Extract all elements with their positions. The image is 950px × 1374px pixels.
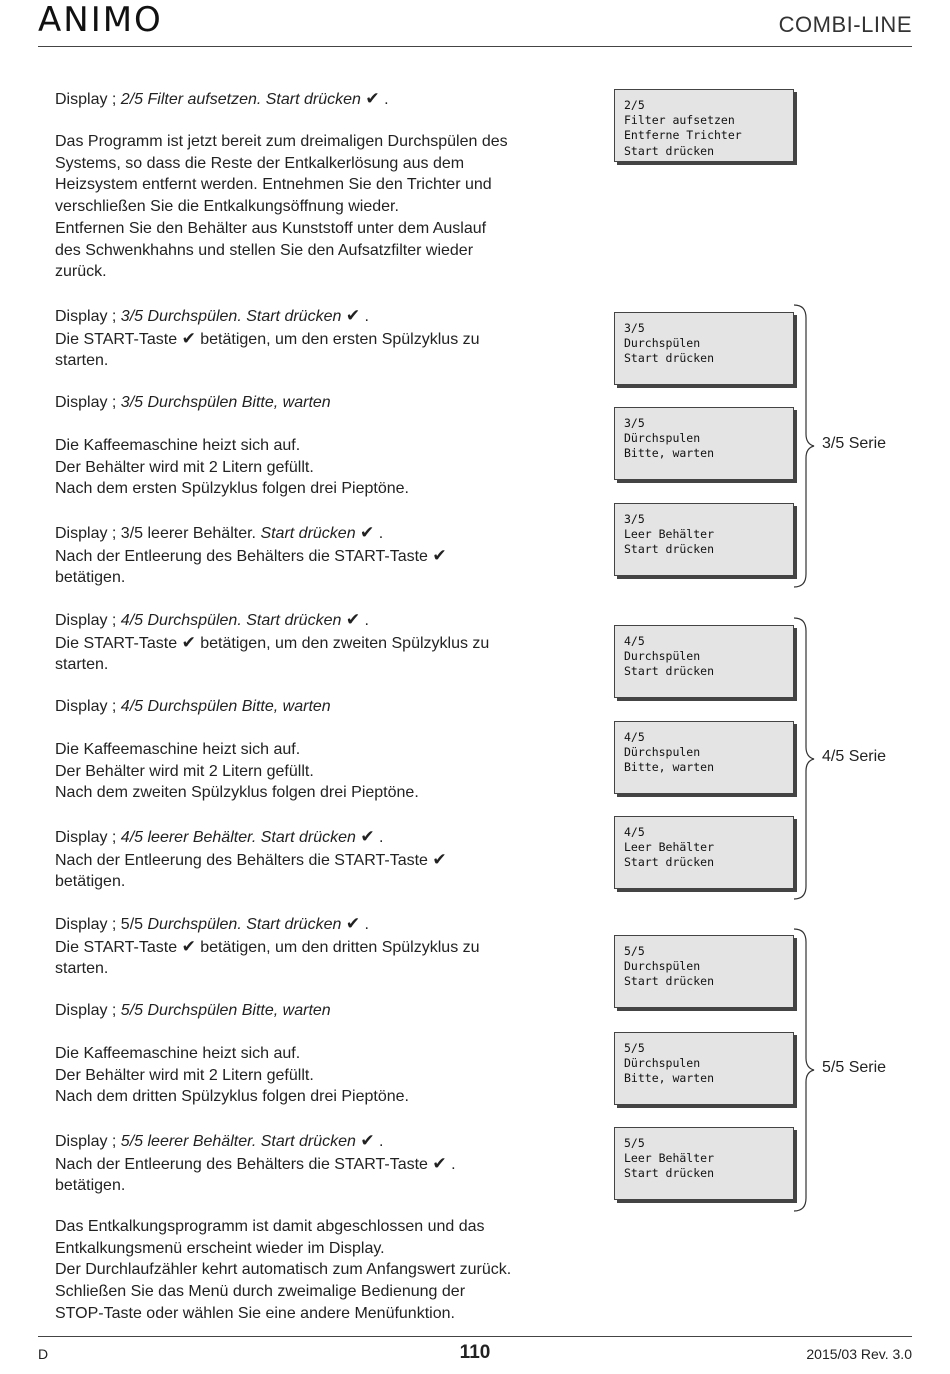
- text-line: [55, 1086, 595, 1108]
- text-line: [55, 88, 595, 111]
- body-text: Der Durchlaufzähler kehrt automatisch zum Anfangswert zurück.: [55, 1261, 512, 1279]
- body-text: Der Behälter wird mit 2 Litern gefüllt.: [55, 458, 314, 476]
- text-line: [55, 478, 595, 500]
- body-text: Schließen Sie das Menü durch zweimalige Bedienung der: [55, 1283, 466, 1301]
- paragraph: [55, 1043, 595, 1108]
- body-text: des Schwenkhahns und stellen Sie den Aufsatzfilter wieder: [55, 241, 474, 259]
- body-text: Nach dem ersten Spülzyklus folgen drei Pieptöne.: [55, 480, 409, 498]
- body-text: starten.: [55, 352, 109, 370]
- lcd-line: Dürchspulen: [624, 745, 701, 760]
- body-text: .: [360, 916, 369, 933]
- text-line: [55, 936, 595, 959]
- text-line: [55, 739, 595, 761]
- lcd-line: 2/5: [624, 98, 645, 112]
- body-text: betätigen, um den dritten Spülzyklus zu: [195, 938, 480, 956]
- body-text: Die START-Taste: [55, 330, 178, 348]
- lcd-display: [614, 1127, 794, 1200]
- display-text: 4/5 leerer Behälter. Start drücken: [120, 829, 356, 846]
- paragraph: [55, 913, 595, 980]
- body-text: Display ;: [55, 91, 121, 108]
- lcd-line: 4/5: [624, 634, 645, 648]
- header-rule: [38, 46, 912, 47]
- text-line: [55, 305, 595, 328]
- body-text: Display ;: [55, 1133, 121, 1150]
- body-text: Das Programm ist jetzt bereit zum dreimaligen Durchspülen des: [55, 133, 508, 150]
- display-text: 2/5 Filter aufsetzen. Start drücken: [120, 91, 361, 108]
- lcd-line: Dürchspulen: [624, 431, 701, 446]
- body-text: Display ; 3/5 leerer Behälter.: [55, 525, 261, 542]
- body-text: betätigen.: [55, 873, 126, 891]
- lcd-line: Start drücken: [624, 1166, 715, 1181]
- paragraph: [55, 1130, 595, 1197]
- text-line: [55, 153, 595, 175]
- body-text: Heizsystem entfernt werden. Entnehmen Sie den Trichter und: [55, 176, 492, 194]
- paragraph: [55, 392, 595, 414]
- lcd-line: Entferne Trichter: [624, 128, 742, 143]
- start-check-icon: ✔: [181, 632, 196, 652]
- right-brace-icon: [792, 617, 822, 900]
- body-text: zurück.: [55, 263, 107, 281]
- lcd-display: [614, 312, 794, 385]
- paragraph: [55, 305, 595, 372]
- lcd-line: Bitte, warten: [624, 446, 715, 461]
- start-check-icon: ✔: [365, 89, 380, 108]
- body-text: Der Behälter wird mit 2 Litern gefüllt.: [55, 762, 314, 780]
- lcd-line: Start drücken: [624, 143, 715, 158]
- body-text: Systems, so dass die Reste der Entkalkerlösung aus dem: [55, 154, 465, 172]
- body-text: Die Kaffeemaschine heizt sich auf.: [55, 1045, 301, 1062]
- start-check-icon: ✔: [360, 1131, 375, 1150]
- body-text: .: [360, 308, 369, 325]
- body-text: Display ;: [55, 308, 121, 325]
- lcd-line: Start drücken: [624, 664, 715, 679]
- display-text: 5/5 leerer Behälter. Start drücken: [120, 1133, 356, 1150]
- text-line: [55, 871, 595, 893]
- text-line: [55, 1175, 595, 1197]
- body-text: .: [360, 612, 369, 629]
- text-line: [55, 1153, 595, 1176]
- lcd-line: Filter aufsetzen: [624, 113, 735, 128]
- text-line: [55, 131, 595, 153]
- paragraph: [55, 1000, 595, 1022]
- lcd-line: 3/5: [624, 416, 645, 430]
- body-text: .: [374, 525, 384, 542]
- lcd-line: 4/5: [624, 825, 645, 839]
- body-text: Nach dem dritten Spülzyklus folgen drei Pieptöne.: [55, 1088, 409, 1106]
- body-text: Nach der Entleerung des Behälters die START-Taste: [55, 547, 428, 565]
- start-check-icon: ✔: [181, 936, 196, 956]
- brand-logo: ANIMO: [38, 0, 163, 40]
- start-check-icon: ✔: [432, 1153, 447, 1173]
- lcd-display: [614, 721, 794, 794]
- display-text: 3/5 Durchspülen. Start drücken: [120, 308, 342, 325]
- display-text: Start drücken: [260, 525, 356, 542]
- body-text: STOP-Taste oder wählen Sie eine andere Menüfunktion.: [55, 1304, 455, 1322]
- start-check-icon: ✔: [181, 328, 196, 348]
- lcd-line: 3/5: [624, 512, 645, 526]
- body-text: Die START-Taste: [55, 634, 178, 652]
- lcd-line: Dürchspulen: [624, 1056, 701, 1071]
- display-text: 4/5 Durchspülen Bitte, warten: [120, 698, 331, 715]
- body-text: Display ;: [55, 698, 121, 715]
- lcd-line: Leer Behälter: [624, 1151, 715, 1166]
- text-line: [55, 1065, 595, 1087]
- lcd-display: [614, 1032, 794, 1105]
- body-text: Display ;: [55, 1002, 121, 1019]
- body-text: Nach der Entleerung des Behälters die START-Taste: [55, 1155, 428, 1173]
- lcd-display: [614, 407, 794, 480]
- lcd-line: Start drücken: [624, 542, 715, 557]
- text-line: [55, 1281, 595, 1303]
- lcd-line: Durchspülen: [624, 336, 701, 351]
- paragraph: [55, 1216, 595, 1325]
- display-text: 3/5 Durchspülen Bitte, warten: [120, 394, 331, 411]
- right-brace-icon: [792, 928, 822, 1212]
- lcd-display: [614, 503, 794, 576]
- body-text: .: [374, 1133, 384, 1150]
- start-check-icon: ✔: [360, 523, 375, 542]
- start-check-icon: ✔: [432, 849, 447, 869]
- start-check-icon: ✔: [345, 914, 361, 933]
- paragraph: [55, 88, 595, 111]
- start-check-icon: ✔: [360, 827, 375, 846]
- body-text: Das Entkalkungsprogramm ist damit abgeschlossen und das: [55, 1218, 485, 1235]
- lcd-line: 5/5: [624, 1041, 645, 1055]
- paragraph: [55, 609, 595, 676]
- paragraph: [55, 696, 595, 718]
- paragraph: [55, 522, 595, 589]
- body-text: Der Behälter wird mit 2 Litern gefüllt.: [55, 1066, 314, 1084]
- series-label: 4/5 Serie: [822, 748, 887, 765]
- product-line: COMBI-LINE: [778, 12, 912, 37]
- display-text: 4/5 Durchspülen. Start drücken: [120, 612, 342, 629]
- text-line: [55, 826, 595, 849]
- text-line: [55, 196, 595, 218]
- body-text: .: [379, 91, 389, 108]
- paragraph: [55, 435, 595, 500]
- lcd-line: Leer Behälter: [624, 527, 715, 542]
- body-text: betätigen, um den ersten Spülzyklus zu: [195, 330, 480, 348]
- paragraph: [55, 131, 595, 283]
- body-text: betätigen.: [55, 569, 126, 587]
- text-line: [55, 545, 595, 568]
- body-text: starten.: [55, 656, 109, 674]
- lcd-line: Start drücken: [624, 855, 715, 870]
- text-line: [55, 849, 595, 872]
- lcd-line: 3/5: [624, 321, 645, 335]
- text-line: [55, 392, 595, 414]
- page-number: 110: [459, 1342, 491, 1363]
- body-text: Die Kaffeemaschine heizt sich auf.: [55, 741, 301, 758]
- text-line: [55, 435, 595, 457]
- lcd-display: [614, 89, 794, 162]
- text-line: [55, 1259, 595, 1281]
- lcd-line: Bitte, warten: [624, 1071, 715, 1086]
- start-check-icon: ✔: [432, 545, 447, 565]
- footer-rule: [38, 1336, 912, 1337]
- text-line: [55, 1216, 595, 1238]
- paragraph: [55, 826, 595, 893]
- body-text: verschließen Sie die Entkalkungsöffnung wieder.: [55, 198, 399, 216]
- text-line: [55, 350, 595, 372]
- body-text: Entfernen Sie den Behälter aus Kunststoff unter dem Auslauf: [55, 219, 487, 237]
- text-line: [55, 654, 595, 676]
- lcd-line: 4/5: [624, 730, 645, 744]
- start-check-icon: ✔: [345, 306, 361, 325]
- body-text: betätigen.: [55, 1177, 126, 1195]
- body-text: Entkalkungsmenü erscheint wieder im Display.: [55, 1239, 385, 1257]
- text-line: [55, 958, 595, 980]
- body-text: .: [374, 829, 384, 846]
- body-text: .: [446, 1155, 456, 1173]
- body-text: Die START-Taste: [55, 938, 178, 956]
- footer-revision: 2015/03 Rev. 3.0: [806, 1346, 912, 1362]
- footer-language: D: [38, 1346, 49, 1362]
- text-line: [55, 174, 595, 196]
- body-text: Die Kaffeemaschine heizt sich auf.: [55, 437, 301, 454]
- text-line: [55, 632, 595, 655]
- body-text: Display ;: [55, 829, 121, 846]
- text-line: [55, 261, 595, 283]
- lcd-line: 5/5: [624, 944, 645, 958]
- series-label: 3/5 Serie: [822, 435, 887, 452]
- lcd-line: Durchspülen: [624, 649, 701, 664]
- body-text: Display ;: [55, 394, 121, 411]
- text-line: [55, 522, 595, 545]
- text-line: [55, 328, 595, 351]
- text-line: [55, 567, 595, 589]
- body-text: Nach der Entleerung des Behälters die START-Taste: [55, 851, 428, 869]
- lcd-line: 5/5: [624, 1136, 645, 1150]
- body-text: Nach dem zweiten Spülzyklus folgen drei Pieptöne.: [55, 784, 419, 802]
- lcd-line: Start drücken: [624, 351, 715, 366]
- text-line: [55, 457, 595, 479]
- text-line: [55, 609, 595, 632]
- lcd-display: [614, 816, 794, 889]
- series-label: 5/5 Serie: [822, 1059, 887, 1076]
- text-line: [55, 1130, 595, 1153]
- text-line: [55, 1000, 595, 1022]
- start-check-icon: ✔: [345, 610, 361, 629]
- text-line: [55, 1303, 595, 1325]
- paragraph: [55, 739, 595, 804]
- display-text: 5/5 Durchspülen Bitte, warten: [120, 1002, 331, 1019]
- lcd-line: Bitte, warten: [624, 760, 715, 775]
- lcd-line: Durchspülen: [624, 959, 701, 974]
- lcd-line: Leer Behälter: [624, 840, 715, 855]
- text-line: [55, 696, 595, 718]
- text-line: [55, 761, 595, 783]
- text-line: [55, 782, 595, 804]
- text-line: [55, 218, 595, 240]
- body-text: betätigen, um den zweiten Spülzyklus zu: [195, 634, 490, 652]
- text-line: [55, 1238, 595, 1260]
- lcd-display: [614, 935, 794, 1008]
- body-text: Display ; 5/5: [55, 916, 148, 933]
- lcd-line: Start drücken: [624, 974, 715, 989]
- right-brace-icon: [792, 304, 822, 588]
- text-line: [55, 913, 595, 936]
- lcd-display: [614, 625, 794, 698]
- body-text: Display ;: [55, 612, 121, 629]
- body-text: starten.: [55, 960, 109, 978]
- text-line: [55, 1043, 595, 1065]
- text-line: [55, 240, 595, 262]
- display-text: Durchspülen. Start drücken: [147, 916, 342, 933]
